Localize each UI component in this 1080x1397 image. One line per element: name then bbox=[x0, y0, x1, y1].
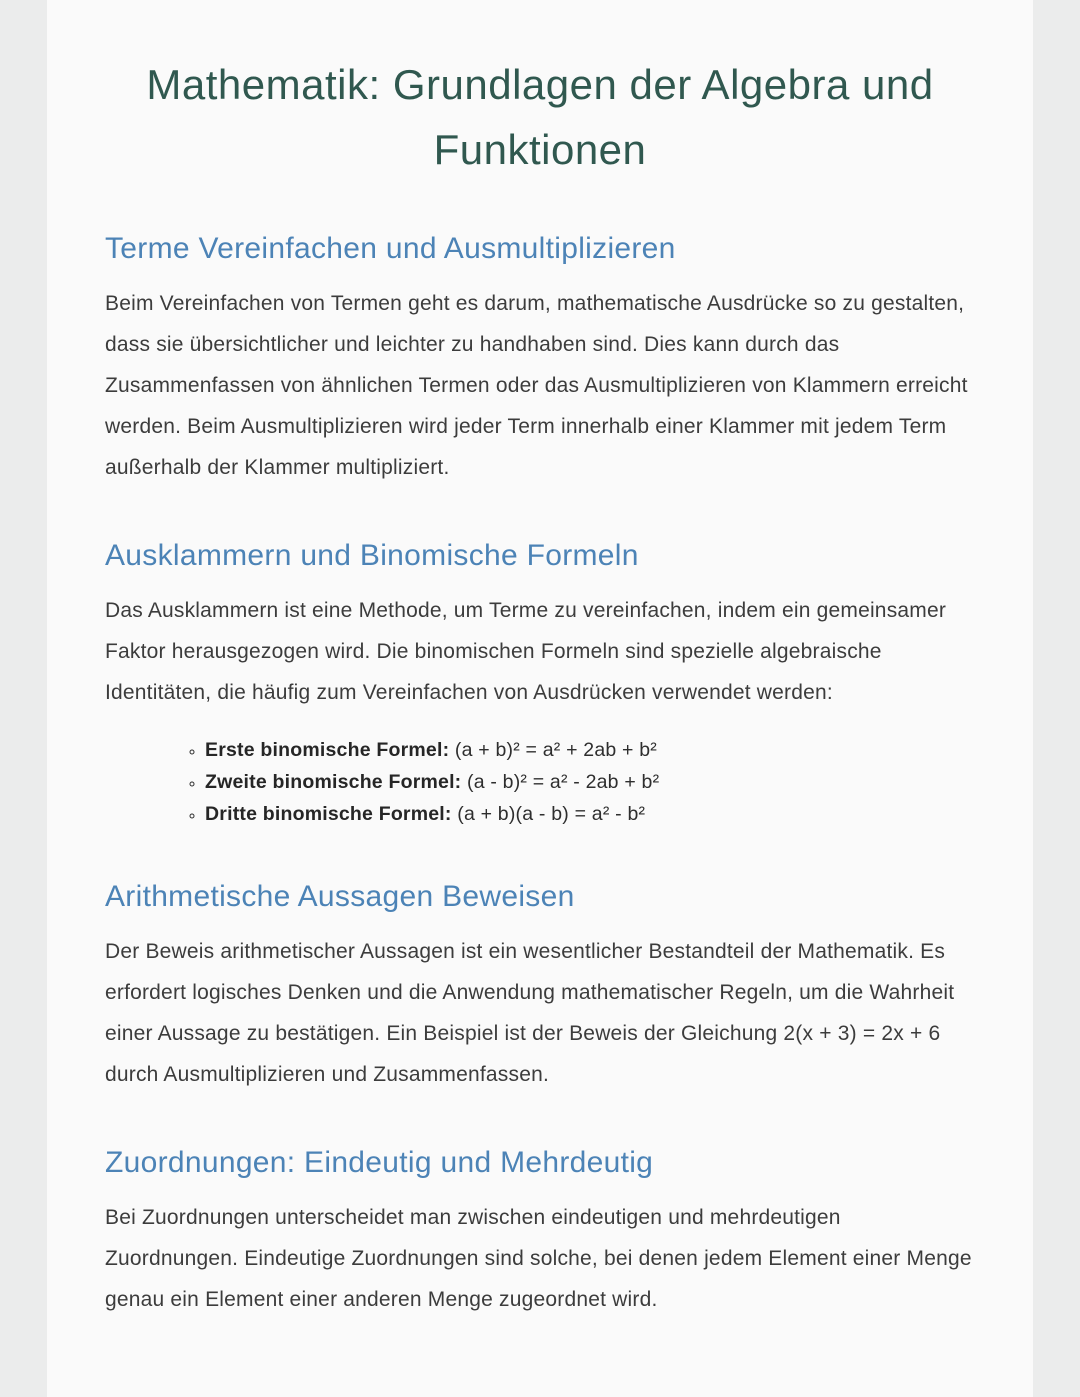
section-paragraph-terme-vereinfachen: Beim Vereinfachen von Termen geht es darum, mathematische Ausdrücke so zu gestalten, dass sie übersichtlicher und leichter zu handhaben sind. Dies kann durch das Zusammenfassen von ähnlichen Termen oder das Ausmultiplizieren von Klammern erreicht werden. Beim Ausmultiplizieren wird jeder Term innerhalb einer Klammer mit jedem Term außerhalb der Klammer multipliziert. bbox=[105, 292, 968, 479]
document-card bbox=[47, 0, 1033, 1397]
formula-label-erste: Erste binomische Formel: bbox=[205, 738, 455, 761]
formula-expression-erste: (a + b)² = a² + 2ab + b² bbox=[454, 738, 657, 761]
section-paragraph-arithmetische-aussagen: Der Beweis arithmetischer Aussagen ist ein wesentlicher Bestandteil der Mathematik. Es erfordert logisches Denken und die Anwendung mathematischer Regeln, um die Wahrheit einer Aussage zu bestätigen. Ein Beispiel ist der Beweis der Gleichung 2(x + 3) = 2x + 6 durch Ausmultiplizieren und Zusammenfassen. bbox=[105, 940, 955, 1087]
section-heading-zuordnungen: Zuordnungen: Eindeutig und Mehrdeutig bbox=[105, 1145, 654, 1179]
formula-label-zweite: Zweite binomische Formel: bbox=[205, 770, 467, 793]
section-paragraph-zuordnungen: Bei Zuordnungen unterscheidet man zwischen eindeutigen und mehrdeutigen Zuordnungen. Eindeutige Zuordnungen sind solche, bei denen jedem Element einer Menge genau ein Element einer anderen Menge zugeordnet wird. bbox=[105, 1205, 972, 1311]
list-item-erste-binomische-formel bbox=[205, 734, 975, 766]
page-title: Mathematik: Grundlagen der Algebra und Funktionen bbox=[146, 61, 934, 174]
section-arithmetische-aussagen bbox=[105, 880, 975, 1096]
section-zuordnungen bbox=[105, 1146, 975, 1321]
section-terme-vereinfachen bbox=[105, 232, 975, 489]
section-heading-terme-vereinfachen: Terme Vereinfachen und Ausmultiplizieren bbox=[105, 232, 676, 266]
section-heading-ausklammern: Ausklammern und Binomische Formeln bbox=[105, 538, 639, 572]
list-item-zweite-binomische-formel bbox=[205, 766, 975, 798]
section-heading-arithmetische-aussagen: Arithmetische Aussagen Beweisen bbox=[105, 880, 575, 914]
section-ausklammern-binomische-formeln bbox=[105, 539, 975, 830]
formula-expression-dritte: (a + b)(a - b) = a² - b² bbox=[457, 803, 646, 826]
section-paragraph-ausklammern: Das Ausklammern ist eine Methode, um Terme zu vereinfachen, indem ein gemeinsamer Faktor herausgezogen wird. Die binomischen Formeln sind spezielle algebraische Identitäten, die häufig zum Vereinfachen von Ausdrücken verwendet werden: bbox=[105, 598, 947, 704]
formula-label-dritte: Dritte binomische Formel: bbox=[205, 803, 458, 826]
binomial-formula-list bbox=[105, 734, 975, 831]
list-item-dritte-binomische-formel bbox=[205, 798, 975, 830]
formula-expression-zweite: (a - b)² = a² - 2ab + b² bbox=[467, 770, 660, 793]
